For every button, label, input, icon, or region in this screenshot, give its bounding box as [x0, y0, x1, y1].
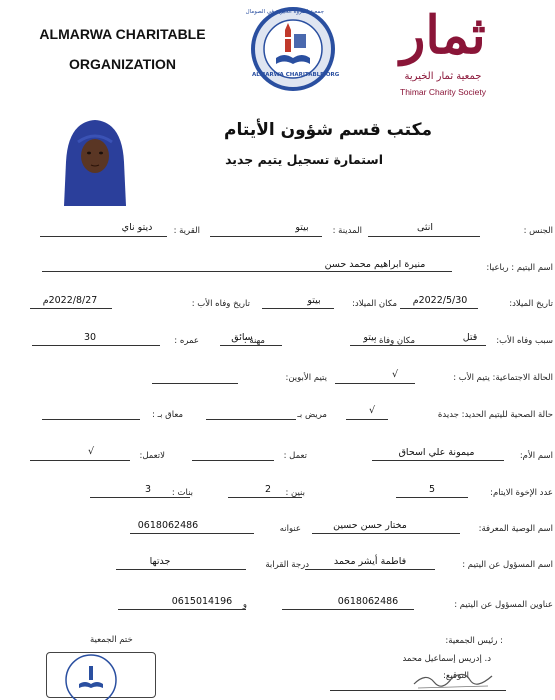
- orphan-photo: [56, 112, 134, 206]
- gender-value: انثى: [416, 222, 434, 233]
- job-value: سائق: [231, 332, 253, 343]
- gender-label: الجنس :: [523, 226, 553, 236]
- contact-and: و: [242, 600, 247, 610]
- stamp-seal-icon: [60, 650, 122, 700]
- seal-text-ar: جمعية المروة الخيرية في الصومال: [245, 9, 324, 15]
- thimar-logo-mark: ثمار: [400, 5, 486, 66]
- mother-name-value: ميمونة علي اسحاق: [398, 447, 475, 458]
- contact-value-2: 0615014196: [171, 596, 233, 607]
- boys-line: [228, 497, 302, 498]
- orphan-name-line: [42, 271, 452, 272]
- contact-value-1: 0618062486: [337, 596, 399, 607]
- thimar-logo: [378, 4, 508, 102]
- president-name: د. إدريس إسماعيل محمد: [402, 654, 491, 664]
- contact-label: عناوين المسؤول عن اليتيم :: [454, 600, 553, 610]
- siblings-label: عدد الإخوة الايتام:: [490, 488, 553, 498]
- boys-value: 2: [264, 484, 272, 495]
- not-works-mark: √: [87, 446, 95, 457]
- stamp-label: ختم الجمعية: [90, 635, 133, 645]
- job-label: مهنة :: [243, 336, 265, 346]
- father-death-cause-value: قتل: [462, 332, 478, 343]
- sick-line: [206, 419, 296, 420]
- responsible-line: [305, 569, 435, 570]
- birthplace-label: مكان الميلاد:: [352, 299, 397, 309]
- father-death-date-label: تاريخ وفاه الأب :: [191, 299, 250, 309]
- works-line: [192, 460, 274, 461]
- girls-label: بنات :: [171, 488, 193, 498]
- address-line: [130, 533, 254, 534]
- city-label: المدينة :: [332, 226, 362, 236]
- mother-name-line: [372, 460, 504, 461]
- thimar-name-en: Thimar Charity Society: [400, 87, 486, 97]
- siblings-line: [396, 497, 468, 498]
- guardian-label: اسم الوصية المعرفة:: [478, 524, 553, 534]
- boys-label: بنين :: [285, 488, 305, 498]
- death-place-value: بيتو: [363, 332, 377, 343]
- org-name-en-line2: ORGANIZATION: [68, 56, 177, 72]
- form-title: استمارة تسجيل يتيم جديد: [225, 152, 383, 167]
- father-death-date-value: 2022/8/27م: [42, 295, 98, 306]
- father-death-cause-label: سبب وفاه الأب:: [496, 336, 553, 346]
- org-name-en: [0, 19, 245, 79]
- contact-line-1: [282, 609, 414, 610]
- health-line: [346, 419, 388, 420]
- orphan-name-label: اسم اليتيم : رباعيا:: [486, 263, 553, 273]
- social-status-label: الحالة الاجتماعية: يتيم الأب :: [453, 373, 553, 383]
- sick-label: مريض بـ: [297, 410, 327, 420]
- seal-text-en: ALMARWA CHARITABLE ORG: [252, 72, 340, 78]
- office-title: مكتب قسم شؤون الأيتام: [224, 120, 432, 140]
- birthdate-label: تاريخ الميلاد:: [509, 299, 553, 309]
- girls-line: [90, 497, 190, 498]
- death-place-line: [350, 345, 420, 346]
- age-value: 30: [83, 332, 97, 343]
- gender-line: [368, 236, 480, 237]
- father-death-date-line: [30, 308, 112, 309]
- city-line: [210, 236, 322, 237]
- signature-line: [330, 690, 506, 691]
- president-label: : رئيس الجمعية:: [445, 636, 503, 646]
- village-line: [40, 236, 167, 237]
- city-value: بيتو: [295, 222, 309, 233]
- orphan-name-value: منيرة ابراهيم محمد حسن: [324, 259, 426, 270]
- birthdate-line: [400, 308, 478, 309]
- almarwa-seal-logo: [242, 6, 344, 92]
- responsible-value: فاطمة أيشر محمد: [333, 556, 407, 567]
- birthplace-value: بيتو: [307, 295, 321, 306]
- health-mark: √: [368, 405, 376, 416]
- address-value: 0618062486: [137, 520, 199, 531]
- death-place-label: مكان وفاة :: [373, 336, 415, 346]
- job-line: [220, 345, 282, 346]
- not-works-line: [30, 460, 130, 461]
- guardian-line: [312, 533, 460, 534]
- village-value: ديتو ناي: [121, 222, 153, 233]
- address-label: عنوانه: [279, 524, 301, 534]
- both-parents-label: يتيم الأبوين:: [285, 373, 327, 383]
- age-line: [32, 345, 160, 346]
- org-name-en-line1: ALMARWA CHARITABLE: [39, 26, 206, 42]
- works-label: تعمل :: [283, 451, 307, 461]
- village-label: القرية :: [173, 226, 200, 236]
- health-label: حالة الصحية لليتيم الحديد: جديدة: [437, 410, 553, 420]
- guardian-value: مختار حسن حسين: [333, 520, 407, 531]
- birthdate-value: 2022/5/30م: [412, 295, 468, 306]
- disabled-line: [42, 419, 140, 420]
- responsible-label: اسم المسؤول عن اليتيم :: [462, 560, 553, 570]
- not-works-label: لاتعمل:: [139, 451, 165, 461]
- girls-value: 3: [144, 484, 152, 495]
- both-parents-line: [152, 383, 238, 384]
- contact-line-2: [118, 609, 246, 610]
- birthplace-line: [262, 308, 334, 309]
- age-label: عمره :: [174, 336, 199, 346]
- kinship-label: درجة القرابة: [265, 560, 309, 570]
- disabled-label: معاق بـ :: [152, 410, 183, 420]
- signature-icon: [408, 666, 498, 692]
- thimar-name-ar: جمعية ثمار الخيرية: [404, 71, 482, 82]
- mother-name-label: اسم الأم:: [519, 451, 553, 461]
- signature-label: التوقيع:: [443, 671, 469, 681]
- father-death-cause-line: [418, 345, 486, 346]
- siblings-value: 5: [428, 484, 436, 495]
- social-status-mark: √: [391, 369, 399, 380]
- kinship-line: [116, 569, 246, 570]
- kinship-value: جدتها: [149, 556, 171, 567]
- social-status-line: [335, 383, 415, 384]
